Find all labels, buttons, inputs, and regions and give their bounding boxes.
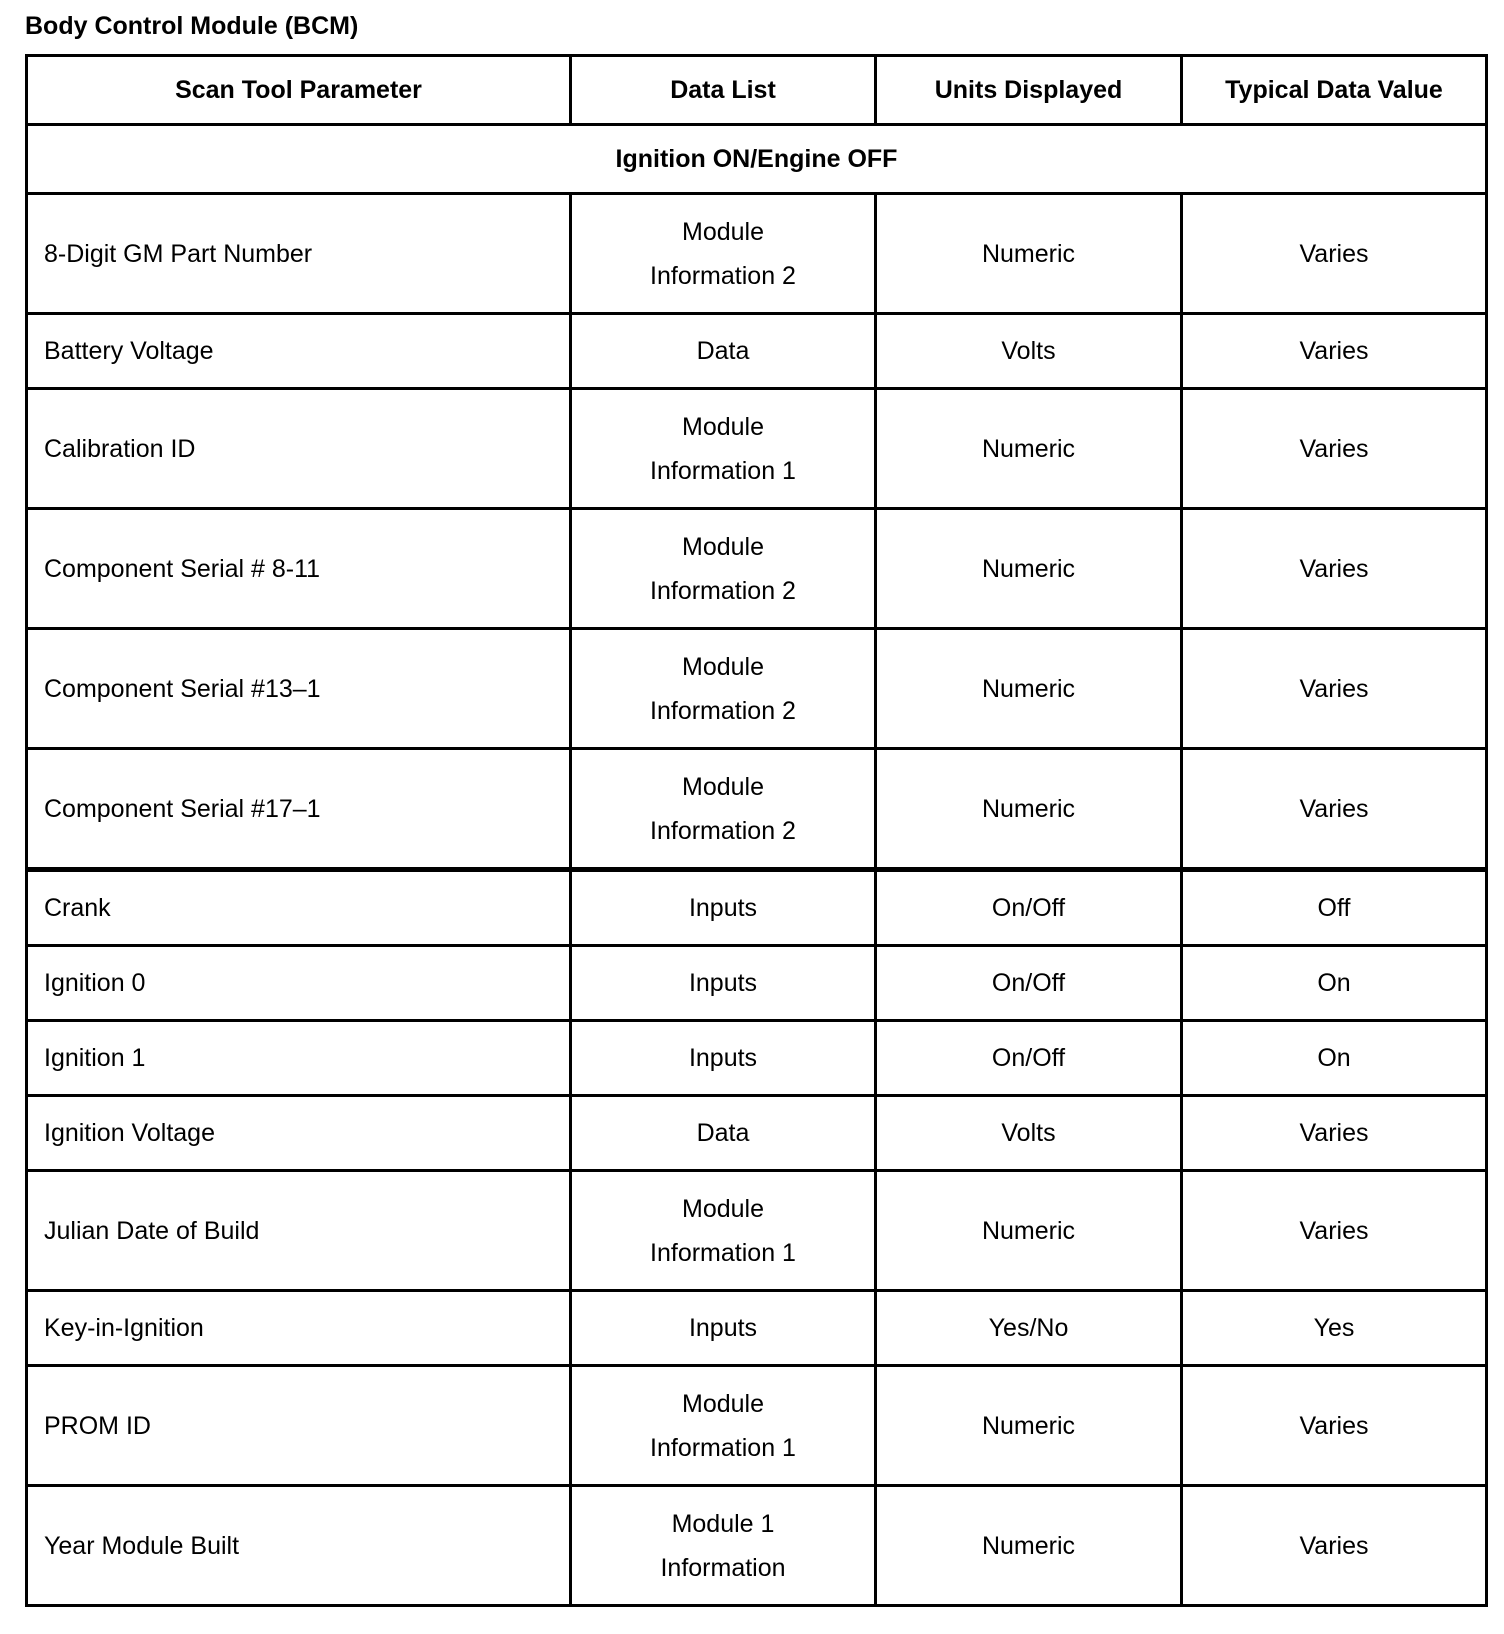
units-cell: On/Off bbox=[876, 946, 1182, 1021]
section-row bbox=[27, 125, 1487, 194]
parameter-cell: Crank bbox=[27, 870, 571, 946]
table-row bbox=[27, 1366, 1487, 1486]
table-row bbox=[27, 946, 1487, 1021]
data-list-cell bbox=[571, 1291, 876, 1366]
typical-value-cell: Varies bbox=[1182, 509, 1487, 629]
units-cell: Volts bbox=[876, 314, 1182, 389]
data-list-line: Information 1 bbox=[650, 1238, 796, 1267]
data-list-cell bbox=[571, 1366, 876, 1486]
data-list-line: Inputs bbox=[688, 1044, 758, 1072]
parameter-cell: Battery Voltage bbox=[27, 314, 571, 389]
parameter-cell: Julian Date of Build bbox=[27, 1171, 571, 1291]
data-list-line: Module bbox=[682, 1194, 764, 1223]
data-list-line: Data bbox=[696, 1119, 750, 1147]
table-row bbox=[27, 629, 1487, 749]
parameter-cell: Component Serial # 8-11 bbox=[27, 509, 571, 629]
data-list-cell bbox=[571, 509, 876, 629]
table-row bbox=[27, 1096, 1487, 1171]
data-list-cell bbox=[571, 1096, 876, 1171]
typical-value-cell: Varies bbox=[1182, 1096, 1487, 1171]
table-row bbox=[27, 1171, 1487, 1291]
data-list-cell bbox=[571, 946, 876, 1021]
typical-value-cell: Varies bbox=[1182, 389, 1487, 509]
data-list-cell bbox=[571, 629, 876, 749]
data-list-line: Inputs bbox=[688, 1314, 758, 1342]
section-label: Ignition ON/Engine OFF bbox=[27, 125, 1487, 194]
header-row bbox=[27, 56, 1487, 125]
units-cell: Numeric bbox=[876, 389, 1182, 509]
typical-value-cell: Varies bbox=[1182, 1486, 1487, 1606]
parameter-cell: Ignition 0 bbox=[27, 946, 571, 1021]
data-list-line: Module bbox=[682, 217, 764, 246]
document-title: Body Control Module (BCM) bbox=[25, 12, 359, 40]
data-list-line: Information 2 bbox=[650, 576, 796, 605]
typical-value-cell: Varies bbox=[1182, 194, 1487, 314]
typical-value-cell: Off bbox=[1182, 870, 1487, 946]
header-typical-data-value: Typical Data Value bbox=[1182, 56, 1487, 125]
bcm-data-table bbox=[25, 54, 1488, 1607]
data-list-line: Module bbox=[682, 532, 764, 561]
data-list-cell bbox=[571, 870, 876, 946]
parameter-cell: Ignition 1 bbox=[27, 1021, 571, 1096]
header-scan-tool-parameter: Scan Tool Parameter bbox=[27, 56, 571, 125]
data-list-line: Inputs bbox=[688, 894, 758, 922]
table-row bbox=[27, 194, 1487, 314]
data-list-line: Inputs bbox=[688, 969, 758, 997]
typical-value-cell: On bbox=[1182, 1021, 1487, 1096]
units-cell: On/Off bbox=[876, 1021, 1182, 1096]
typical-value-cell: Yes bbox=[1182, 1291, 1487, 1366]
units-cell: Yes/No bbox=[876, 1291, 1182, 1366]
parameter-cell: Component Serial #17–1 bbox=[27, 749, 571, 870]
data-list-line: Information 2 bbox=[650, 261, 796, 290]
typical-value-cell: On bbox=[1182, 946, 1487, 1021]
units-cell: Numeric bbox=[876, 509, 1182, 629]
table-row bbox=[27, 1486, 1487, 1606]
units-cell: Numeric bbox=[876, 1486, 1182, 1606]
table-row bbox=[27, 870, 1487, 946]
parameter-cell: PROM ID bbox=[27, 1366, 571, 1486]
data-list-cell bbox=[571, 389, 876, 509]
data-list-line: Information 1 bbox=[650, 456, 796, 485]
data-list-line: Information 2 bbox=[650, 816, 796, 845]
data-list-cell bbox=[571, 749, 876, 870]
table-row bbox=[27, 509, 1487, 629]
data-list-cell bbox=[571, 194, 876, 314]
typical-value-cell: Varies bbox=[1182, 629, 1487, 749]
units-cell: Numeric bbox=[876, 194, 1182, 314]
data-list-cell bbox=[571, 314, 876, 389]
data-list-cell bbox=[571, 1021, 876, 1096]
typical-value-cell: Varies bbox=[1182, 749, 1487, 870]
table-row bbox=[27, 749, 1487, 870]
data-list-line: Module bbox=[682, 652, 764, 681]
table-row bbox=[27, 1291, 1487, 1366]
data-list-line: Module bbox=[682, 1389, 764, 1418]
data-list-line: Information bbox=[660, 1553, 786, 1582]
parameter-cell: 8-Digit GM Part Number bbox=[27, 194, 571, 314]
data-list-line: Information 2 bbox=[650, 696, 796, 725]
table-row bbox=[27, 389, 1487, 509]
parameter-cell: Component Serial #13–1 bbox=[27, 629, 571, 749]
parameter-cell: Year Module Built bbox=[27, 1486, 571, 1606]
typical-value-cell: Varies bbox=[1182, 1366, 1487, 1486]
units-cell: On/Off bbox=[876, 870, 1182, 946]
parameter-cell: Ignition Voltage bbox=[27, 1096, 571, 1171]
header-data-list: Data List bbox=[571, 56, 876, 125]
units-cell: Volts bbox=[876, 1096, 1182, 1171]
parameter-cell: Key-in-Ignition bbox=[27, 1291, 571, 1366]
header-units-displayed: Units Displayed bbox=[876, 56, 1182, 125]
units-cell: Numeric bbox=[876, 1366, 1182, 1486]
units-cell: Numeric bbox=[876, 749, 1182, 870]
data-list-line: Module 1 bbox=[671, 1509, 775, 1538]
units-cell: Numeric bbox=[876, 1171, 1182, 1291]
data-list-line: Module bbox=[682, 772, 764, 801]
typical-value-cell: Varies bbox=[1182, 1171, 1487, 1291]
units-cell: Numeric bbox=[876, 629, 1182, 749]
data-list-cell bbox=[571, 1171, 876, 1291]
data-list-line: Information 1 bbox=[650, 1433, 796, 1462]
table-row bbox=[27, 1021, 1487, 1096]
data-list-line: Module bbox=[682, 412, 764, 441]
table-row bbox=[27, 314, 1487, 389]
typical-value-cell: Varies bbox=[1182, 314, 1487, 389]
parameter-cell: Calibration ID bbox=[27, 389, 571, 509]
data-list-cell bbox=[571, 1486, 876, 1606]
data-list-line: Data bbox=[696, 337, 750, 365]
